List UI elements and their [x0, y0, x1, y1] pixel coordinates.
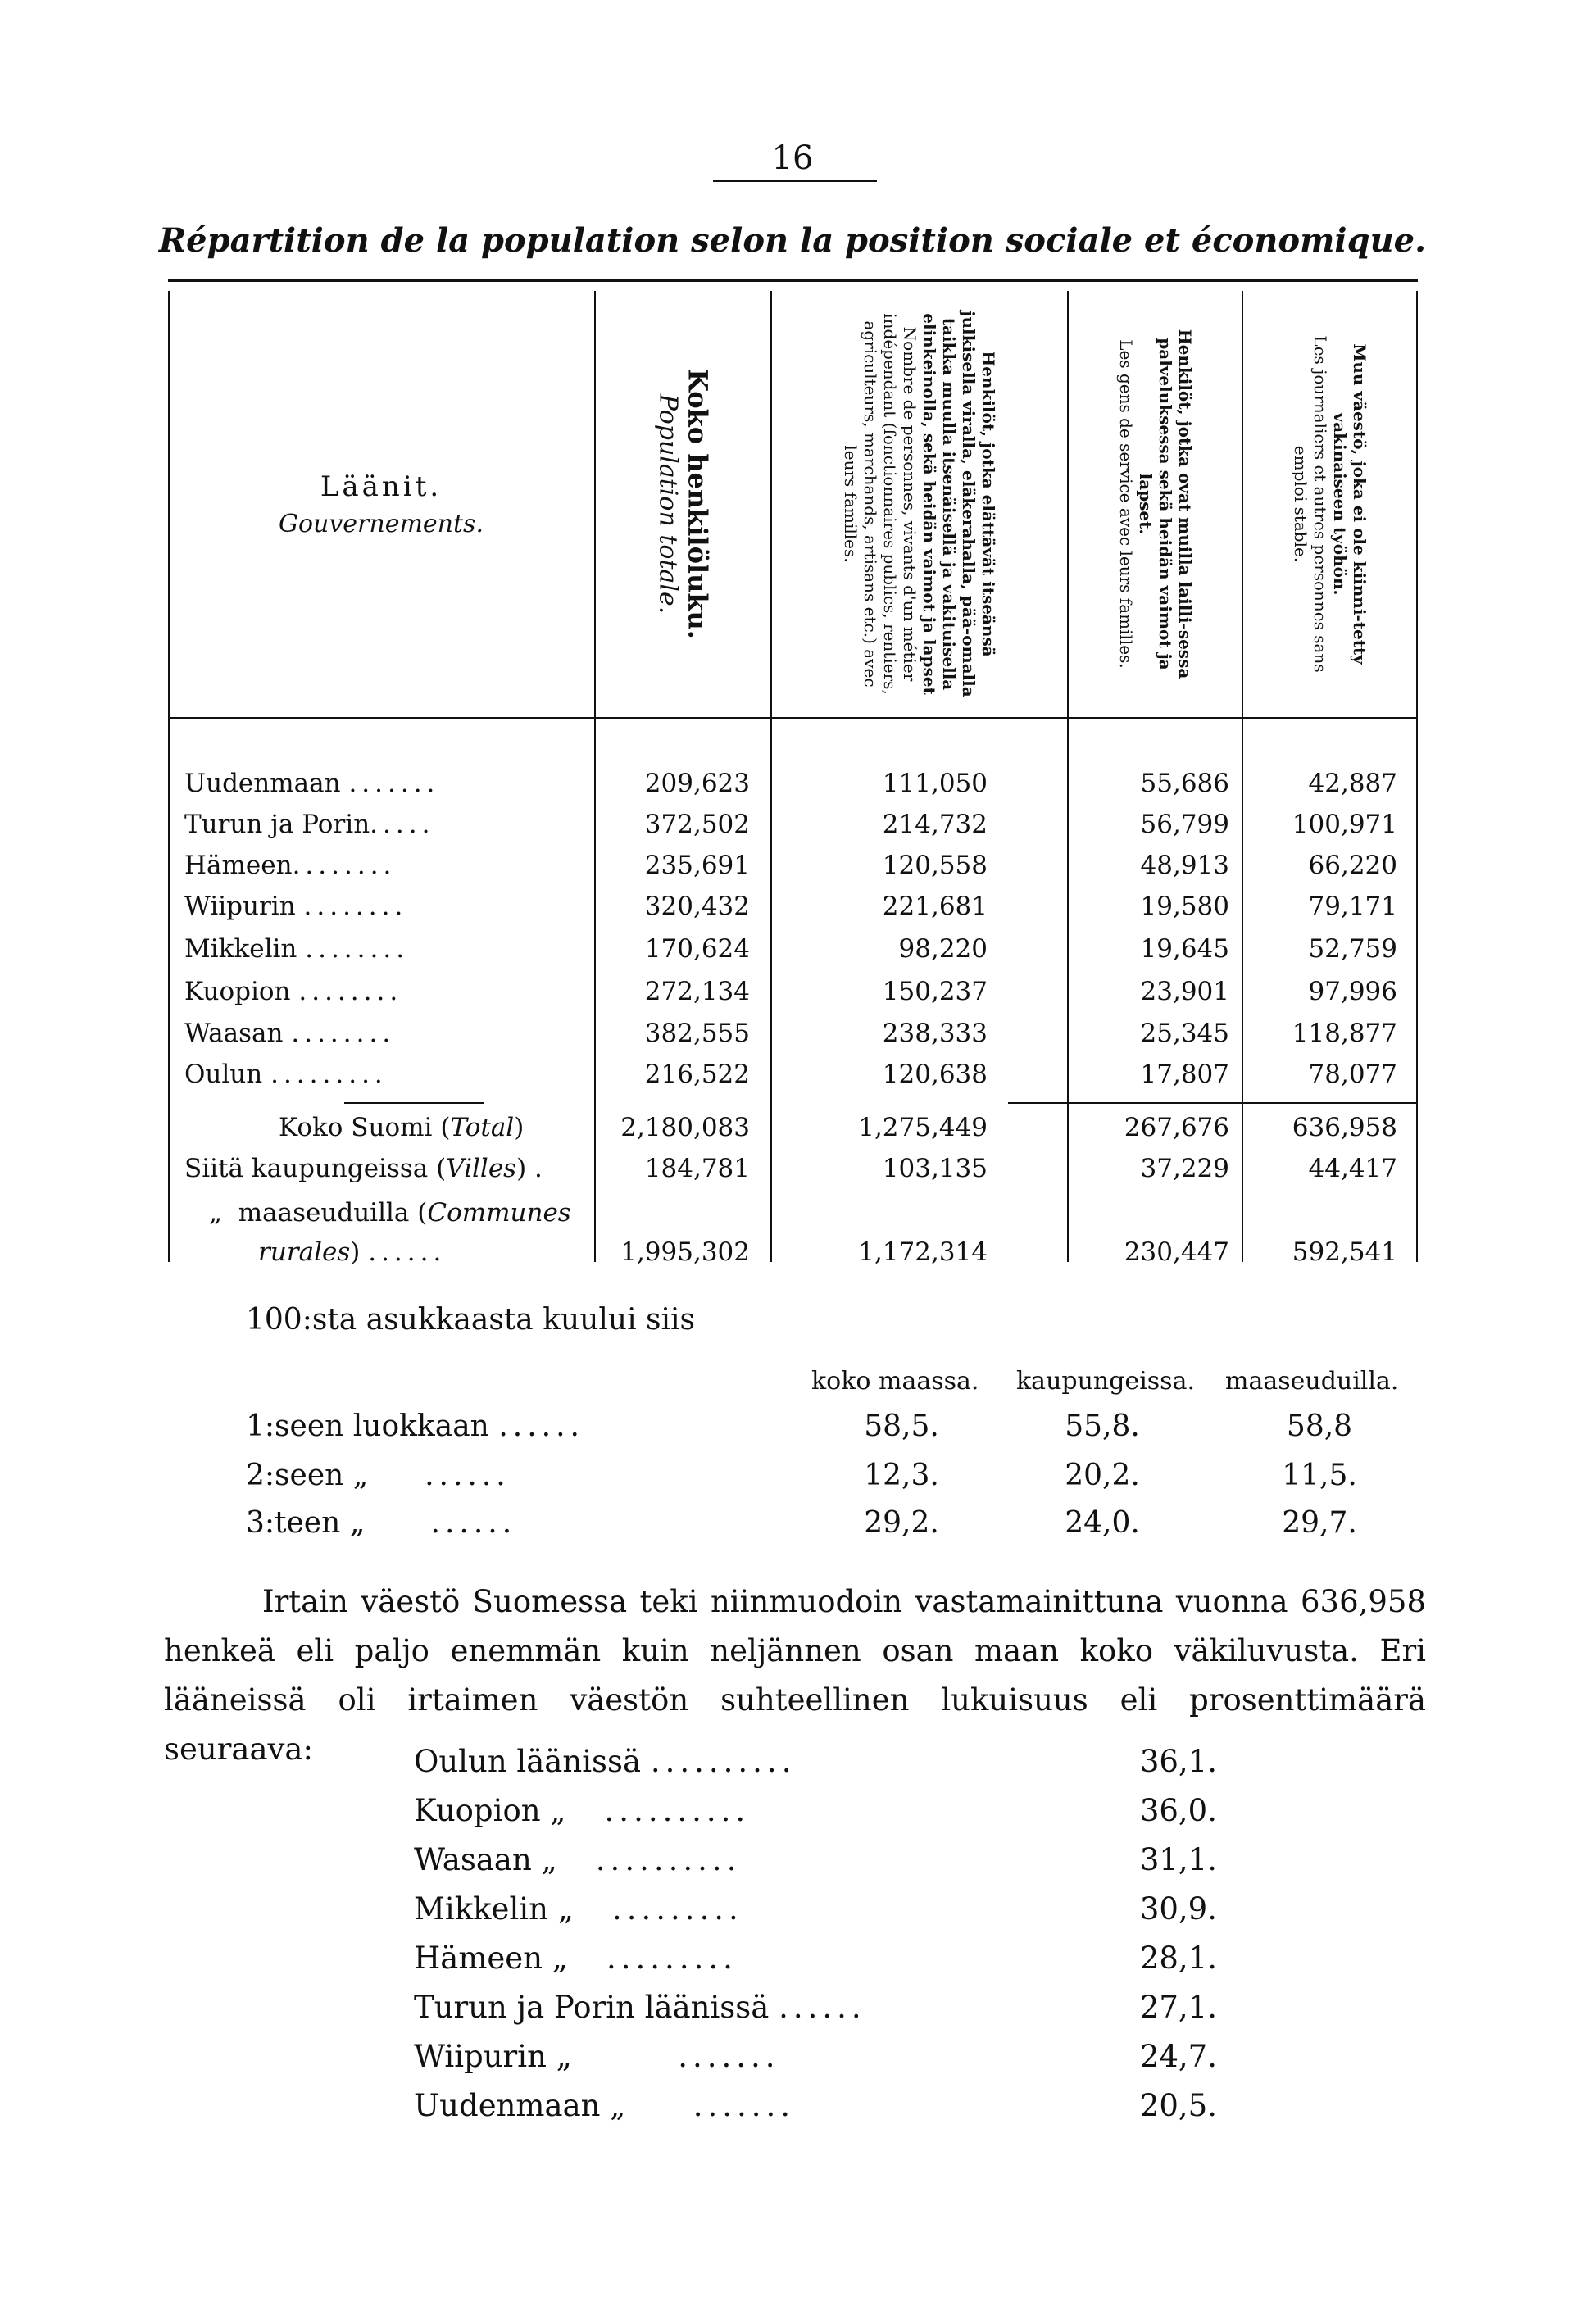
cell-col1: 120,558	[882, 851, 988, 880]
cell-col3: 52,759	[1308, 934, 1397, 964]
cell-col1: 238,333	[882, 1019, 988, 1048]
header-col1-fr: Nombre de personnes, vivants d'un métier indépendant (fonctionnaires publics, rentiers, agriculteurs, marchands, artisans etc.) avec leurs familles.	[841, 313, 920, 695]
header-total	[596, 291, 770, 717]
cell-col2: 23,901	[1140, 977, 1229, 1006]
ranking-label: Mikkelin „	[414, 1891, 574, 1927]
row-name: Kuopion	[184, 977, 291, 1006]
cell-col3: 97,996	[1308, 977, 1397, 1006]
header-total-fr: Population totale.	[653, 393, 682, 615]
ranking-value: 36,0.	[1139, 1793, 1217, 1828]
header-col3	[1243, 291, 1416, 717]
cities-label-fr: Villes	[446, 1154, 517, 1183]
total-label-fr: Total	[450, 1113, 515, 1142]
cell-col1: 221,681	[882, 892, 988, 921]
table-header-rule	[168, 717, 1418, 719]
cell-col2: 19,580	[1140, 892, 1229, 921]
header-col2	[1069, 291, 1242, 717]
row-name: Uudenmaan	[184, 769, 341, 798]
header-region-fi: Läänit.	[320, 470, 443, 503]
percent-value: 29,2.	[864, 1506, 939, 1540]
cell-col3: 592,541	[1292, 1237, 1397, 1267]
cell-col2: 17,807	[1140, 1060, 1229, 1089]
cell-total: 184,781	[644, 1154, 750, 1183]
cell-col2: 19,645	[1140, 934, 1229, 964]
ranking-label: Kuopion „	[414, 1793, 566, 1828]
cell-col1: 111,050	[882, 769, 988, 798]
cell-col1: 98,220	[898, 934, 988, 964]
cell-total: 372,502	[644, 810, 750, 839]
cell-total: 209,623	[644, 769, 750, 798]
ranking-value: 20,5.	[1139, 2088, 1217, 2123]
row-name: Turun ja Porin	[184, 810, 370, 839]
table-top-rule	[168, 279, 1418, 282]
row-name: Waasan	[184, 1019, 284, 1048]
cell-col2: 267,676	[1124, 1113, 1229, 1142]
cell-total: 382,555	[644, 1019, 750, 1048]
cell-col1: 1,275,449	[858, 1113, 988, 1142]
percent-value: 29,7.	[1282, 1506, 1357, 1540]
ranking-row: Hämeen „ ......... 28,1.	[414, 1940, 1217, 1976]
header-col2-fr: Les gens de service avec leurs familles.	[1115, 339, 1136, 669]
table-row: Wiipurin ........ 320,432 221,681 19,580 79,171	[184, 892, 1397, 921]
cell-total: 272,134	[644, 977, 750, 1006]
table-subtotal-rule	[1008, 1102, 1418, 1104]
row-name: Oulun	[184, 1060, 263, 1089]
ranking-row: Oulun läänissä .......... 36,1.	[414, 1744, 1217, 1779]
table-subtotal-rule-left	[344, 1102, 484, 1104]
ranking-value: 36,1.	[1139, 1744, 1217, 1779]
header-col3-fi: Muu väestö, joka ei ole kiinni-tetty vakinaiseen työhön.	[1329, 343, 1369, 665]
table-row: Kuopion ........ 272,134 150,237 23,901 97,996	[184, 977, 1397, 1006]
percent-row: 3:teen „ ...... 29,2. 24,0. 29,7.	[246, 1506, 1434, 1552]
percent-row: 2:seen „ ...... 12,3. 20,2. 11,5.	[246, 1459, 1434, 1505]
percent-header-rural: maaseuduilla.	[1225, 1367, 1399, 1396]
header-col1-fi: Henkilöt, jotka elättävät itseänsä julkisella viralla, eläkerahalla, pää-omalla taikka muulla itsenäisellä ja vakituisella elinkeinolla, sekä heidän vaimot ja lapset	[920, 311, 998, 697]
ranking-label: Wiipurin „	[414, 2039, 572, 2074]
table-row-rural-label: „ maaseuduilla (Communes	[209, 1198, 571, 1228]
header-col2-fi: Henkilöt, jotka ovat muilla lailli-sessa palveluksessa sekä heidän vaimot ja lapset.	[1135, 329, 1195, 679]
ranking-value: 24,7.	[1139, 2039, 1217, 2074]
table-row-rural: rurales) ...... 1,995,302 1,172,314 230,447 592,541	[258, 1237, 1397, 1267]
rural-label-fr2: rurales	[258, 1237, 351, 1267]
table-row-cities: Siitä kaupungeissa (Villes) . 184,781 103,135 37,229 44,417	[184, 1154, 1397, 1183]
ranking-row: Wiipurin „ ....... 24,7.	[414, 2039, 1217, 2074]
ranking-value: 27,1.	[1139, 1990, 1217, 2025]
cell-col1: 103,135	[882, 1154, 988, 1183]
percent-header-cities: kaupungeissa.	[1016, 1367, 1195, 1396]
ranking-row: Turun ja Porin läänissä ...... 27,1.	[414, 1990, 1217, 2025]
ranking-label: Oulun läänissä	[414, 1744, 642, 1779]
ranking-row: Uudenmaan „ ....... 20,5.	[414, 2088, 1217, 2123]
percent-row-label: 1:seen luokkaan	[246, 1409, 489, 1443]
percent-value: 12,3.	[864, 1459, 939, 1492]
table-row: Uudenmaan ....... 209,623 111,050 55,686 42,887	[184, 769, 1397, 798]
cities-label: Siitä kaupungeissa	[184, 1154, 429, 1183]
cell-total: 216,522	[644, 1060, 750, 1089]
row-name: Mikkelin	[184, 934, 297, 964]
page-number-rule	[713, 180, 877, 182]
page-title: Répartition de la population selon la position sociale et économique.	[158, 221, 1427, 260]
table-row: Oulun ......... 216,522 120,638 17,807 78,077	[184, 1060, 1397, 1089]
cell-col3: 636,958	[1292, 1113, 1397, 1142]
rural-label-fr: Communes	[427, 1198, 571, 1228]
rural-label: maaseuduilla	[238, 1198, 410, 1228]
percent-value: 20,2.	[1065, 1459, 1140, 1492]
ranking-value: 31,1.	[1139, 1842, 1217, 1877]
header-total-fi: Koko henkilöluku.	[682, 369, 713, 639]
table-row: Mikkelin ........ 170,624 98,220 19,645 52,759	[184, 934, 1397, 964]
table-row: Turun ja Porin..... 372,502 214,732 56,799 100,971	[184, 810, 1397, 839]
cell-col1: 214,732	[882, 810, 988, 839]
percent-value: 58,8	[1286, 1409, 1353, 1443]
cell-col3: 118,877	[1292, 1019, 1397, 1048]
body-paragraph: Irtain väestö Suomessa teki niinmuodoin vastamainittuna vuonna 636,958 henkeä eli paljo enemmän kuin neljännen osan maan koko väkiluvusta. Eri lääneissä oli irtaimen väestön suhteellinen lukuisuus eli prosenttimäärä seuraava:	[164, 1584, 1426, 1767]
cell-col2: 25,345	[1140, 1019, 1229, 1048]
cell-col2: 37,229	[1140, 1154, 1229, 1183]
percent-value: 11,5.	[1282, 1459, 1357, 1492]
header-col3-fr: Les journaliers et autres personnes sans emploi stable.	[1290, 335, 1330, 673]
cell-total: 170,624	[644, 934, 750, 964]
ranking-value: 30,9.	[1139, 1891, 1217, 1927]
ranking-value: 28,1.	[1139, 1940, 1217, 1976]
header-col1	[772, 291, 1067, 717]
table-row: Waasan ........ 382,555 238,333 25,345 118,877	[184, 1019, 1397, 1048]
row-name: Wiipurin	[184, 892, 296, 921]
percent-value: 58,5.	[864, 1409, 939, 1443]
percent-value: 55,8.	[1065, 1409, 1140, 1443]
row-name: Hämeen	[184, 851, 293, 880]
ranking-row: Mikkelin „ ......... 30,9.	[414, 1891, 1217, 1927]
table-row-total: Koko Suomi (Total) 2,180,083 1,275,449 267,676 636,958	[279, 1113, 1397, 1142]
percent-row: 1:seen luokkaan ...... 58,5. 55,8. 58,8	[246, 1409, 1434, 1455]
population-table	[168, 279, 1418, 1267]
cell-col1: 120,638	[882, 1060, 988, 1089]
percent-row-label: 2:seen „	[246, 1459, 369, 1492]
percent-value: 24,0.	[1065, 1506, 1140, 1540]
cell-total: 2,180,083	[620, 1113, 750, 1142]
ranking-label: Uudenmaan „	[414, 2088, 626, 2123]
table-row: Hämeen........ 235,691 120,558 48,913 66,220	[184, 851, 1397, 880]
cell-col3: 42,887	[1308, 769, 1397, 798]
cell-col1: 150,237	[882, 977, 988, 1006]
ranking-label: Wasaan „	[414, 1842, 557, 1877]
cell-col1: 1,172,314	[858, 1237, 988, 1267]
cell-col2: 55,686	[1140, 769, 1229, 798]
cell-col3: 44,417	[1308, 1154, 1397, 1183]
ditto-mark: „	[209, 1198, 223, 1228]
cell-total: 235,691	[644, 851, 750, 880]
cell-col3: 66,220	[1308, 851, 1397, 880]
header-region-fr: Gouvernements.	[279, 509, 484, 538]
percent-header-whole: koko maassa.	[811, 1367, 979, 1396]
percent-row-label: 3:teen „	[246, 1506, 366, 1540]
ranking-label: Turun ja Porin läänissä	[414, 1990, 770, 2025]
cell-col3: 78,077	[1308, 1060, 1397, 1089]
header-region	[168, 291, 594, 717]
ranking-row: Wasaan „ .......... 31,1.	[414, 1842, 1217, 1877]
cell-col3: 100,971	[1292, 810, 1397, 839]
ranking-label: Hämeen „	[414, 1940, 568, 1976]
total-label: Koko Suomi	[279, 1113, 433, 1142]
page-number: 16	[771, 139, 814, 177]
cell-col2: 56,799	[1140, 810, 1229, 839]
cell-total: 1,995,302	[620, 1237, 750, 1267]
cell-total: 320,432	[644, 892, 750, 921]
cell-col2: 48,913	[1140, 851, 1229, 880]
percent-intro: 100:sta asukkaasta kuului siis	[246, 1303, 696, 1337]
cell-col3: 79,171	[1308, 892, 1397, 921]
ranking-row: Kuopion „ .......... 36,0.	[414, 1793, 1217, 1828]
cell-col2: 230,447	[1124, 1237, 1229, 1267]
